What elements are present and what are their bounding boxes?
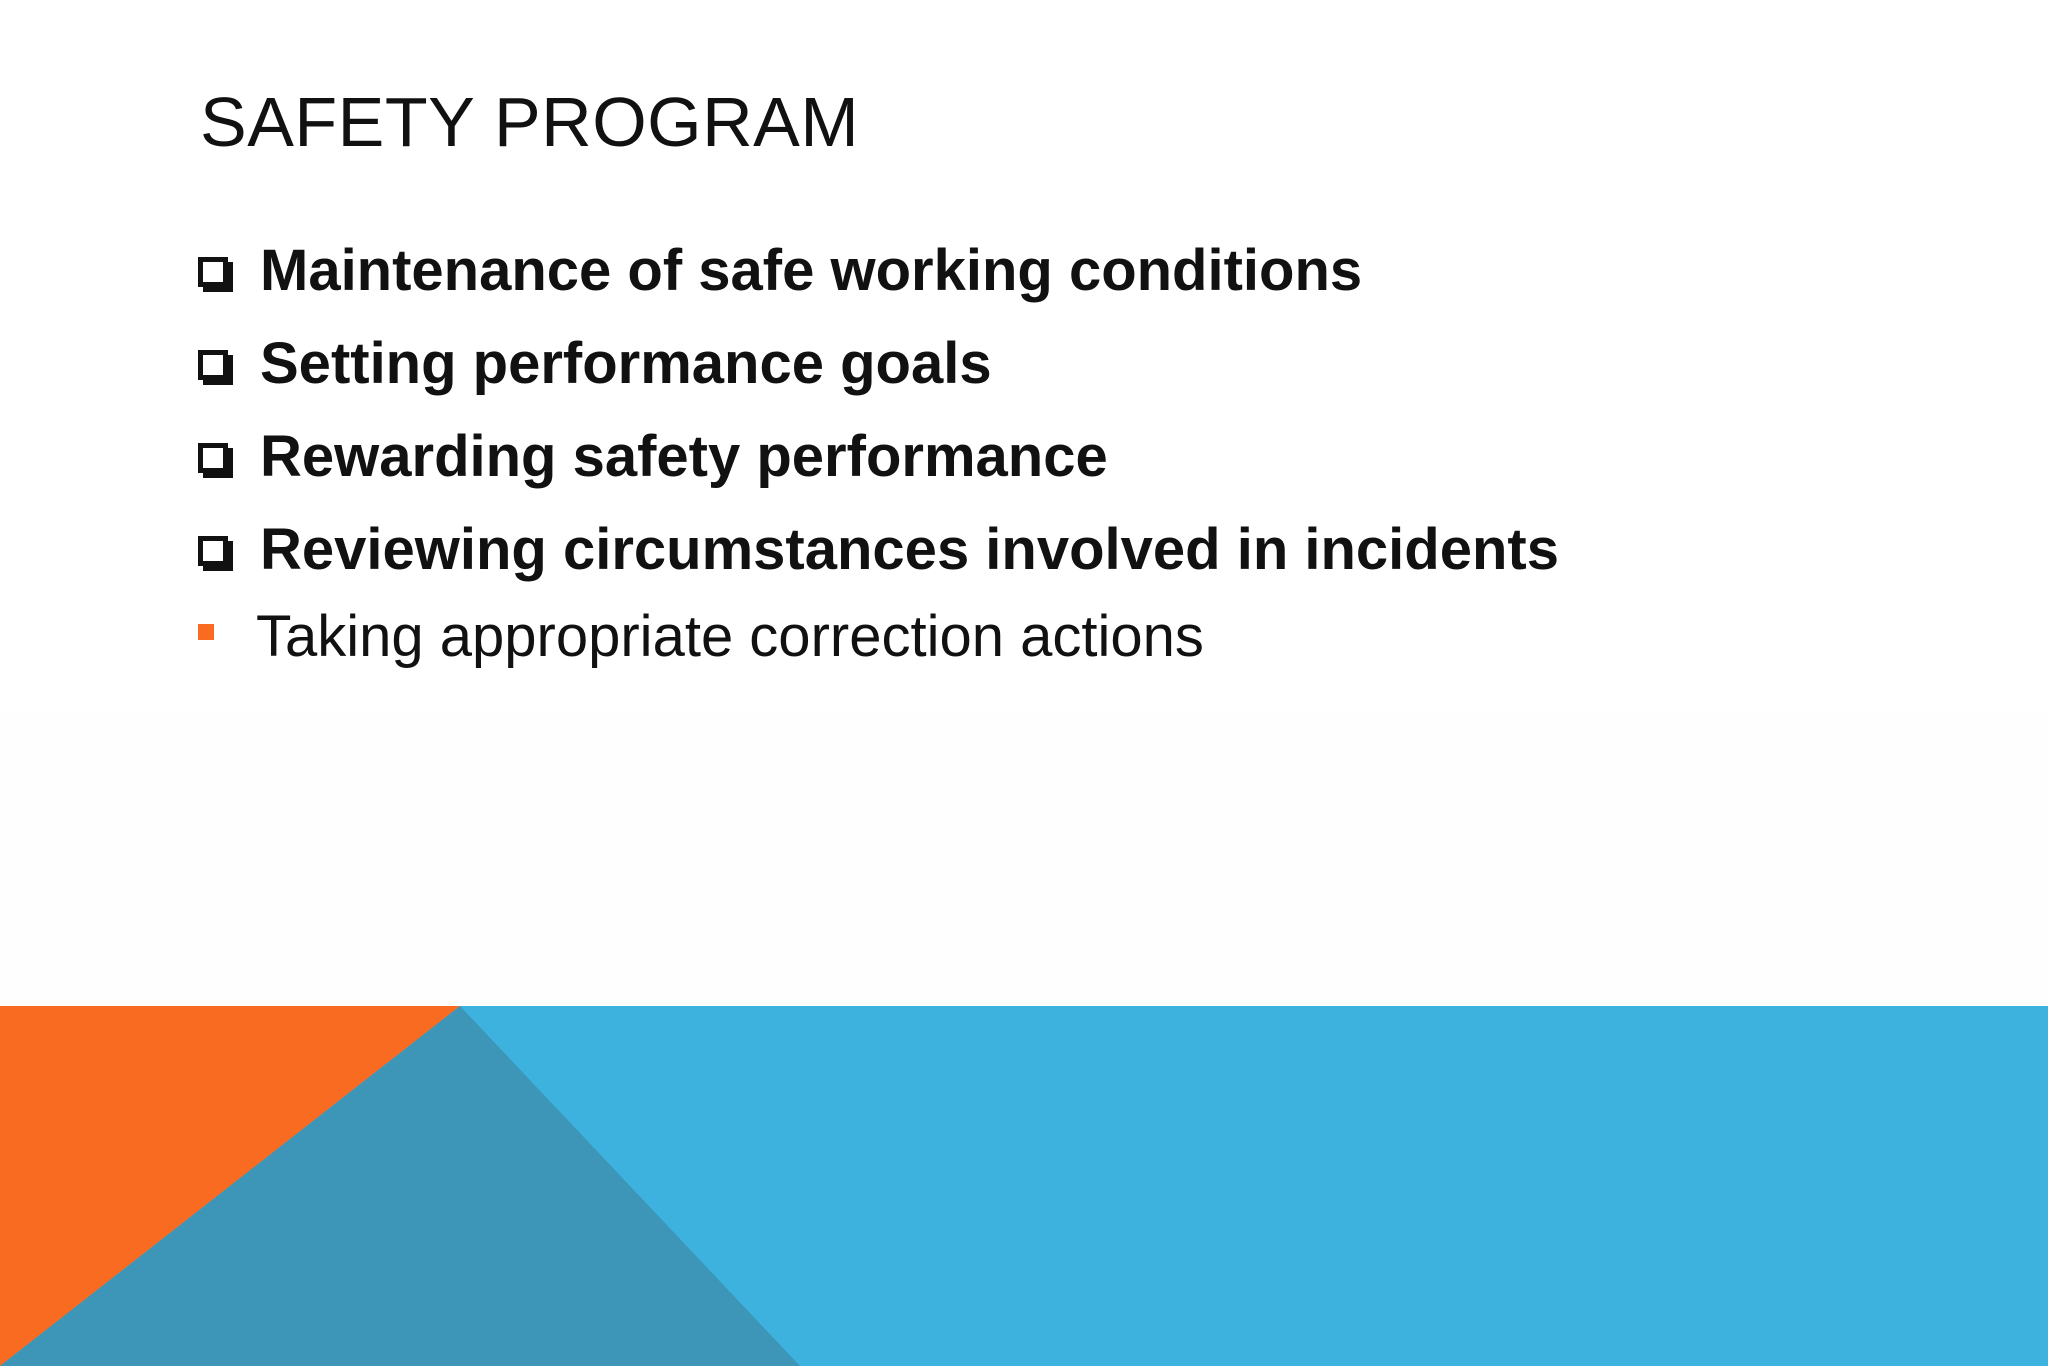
bullet-text: Maintenance of safe working conditions	[260, 238, 1363, 303]
bullet-text: Taking appropriate correction actions	[256, 603, 1204, 669]
checkbox-icon	[198, 443, 228, 473]
bullet-text: Reviewing circumstances involved in incidents	[260, 517, 1559, 582]
checkbox-icon	[198, 536, 228, 566]
slide-title: SAFETY PROGRAM	[200, 83, 860, 161]
footer-decoration	[0, 1006, 2048, 1366]
square-bullet-icon	[198, 624, 214, 640]
bullet-list	[194, 224, 1559, 676]
list-item	[194, 596, 1559, 676]
list-item	[194, 317, 1559, 410]
list-item	[194, 410, 1559, 503]
list-item	[194, 503, 1559, 596]
checkbox-icon	[198, 350, 228, 380]
bullet-text: Setting performance goals	[260, 331, 992, 396]
bullet-text: Rewarding safety performance	[260, 424, 1108, 489]
list-item	[194, 224, 1559, 317]
checkbox-icon	[198, 257, 228, 287]
